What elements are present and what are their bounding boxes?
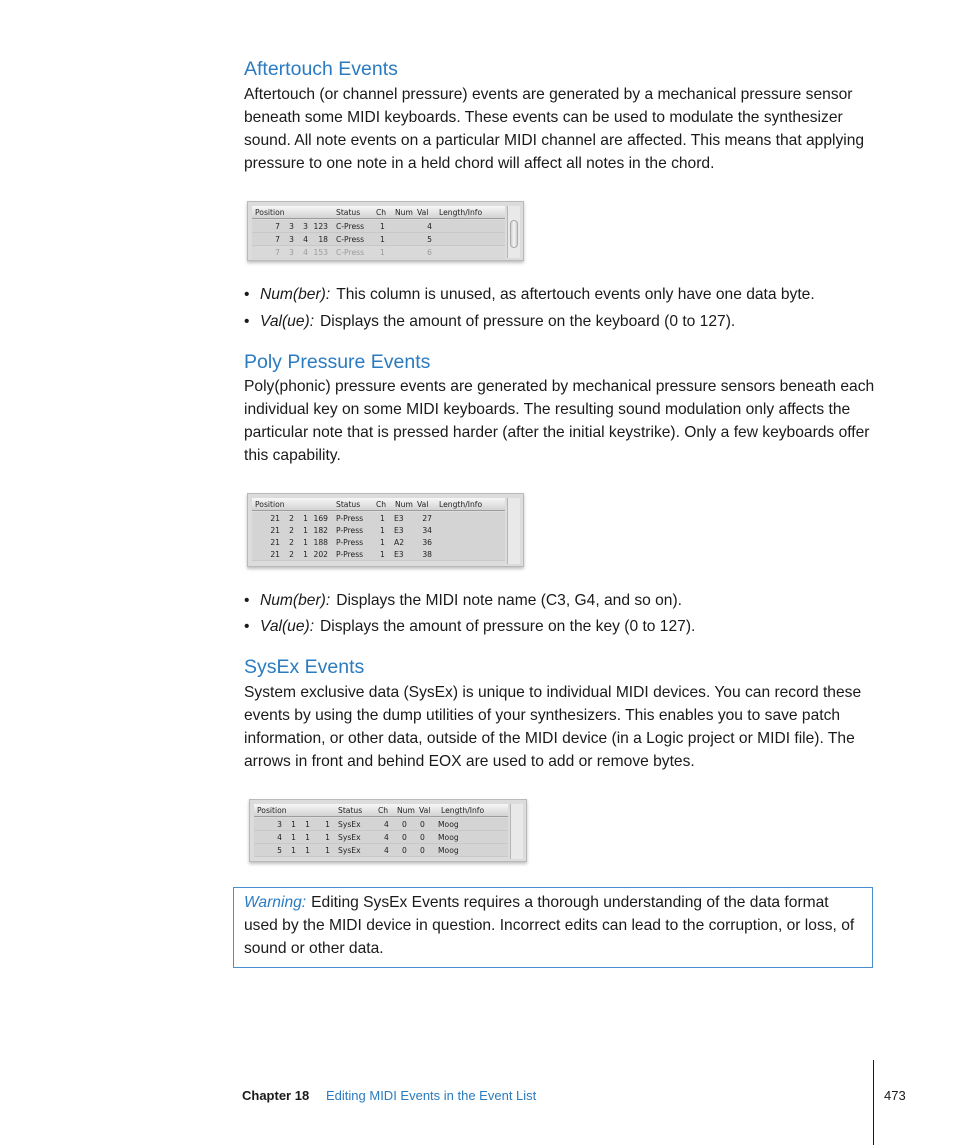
table-row: [252, 548, 505, 561]
bullet-term: Num(ber):: [260, 592, 331, 609]
number-cell: E3: [394, 550, 404, 559]
position-division: 4: [303, 235, 308, 244]
bullet-text: Displays the MIDI note name (C3, G4, and so on).: [336, 592, 683, 609]
column-header-position: Position: [257, 806, 287, 815]
heading-sysex-events: SysEx Events: [244, 656, 365, 678]
paragraph-poly-pressure: Poly(phonic) pressure events are generated by mechanical pressure sensors beneath each individual key on some MIDI keyboards. The resulting sound modulation only affects the particular note that is pressed harder (after the initial keystrike). Only a few keyboards offer this capability.: [244, 378, 875, 464]
channel-cell: 4: [384, 846, 389, 855]
value-cell: 38: [422, 550, 432, 559]
status-cell: SysEx: [338, 846, 361, 855]
position-beat: 1: [291, 833, 296, 842]
info-cell: Moog: [438, 820, 459, 829]
scrollbar-thumb: [510, 220, 518, 248]
event-list-screenshot-poly-pressure: [247, 493, 524, 567]
bullet-item: [244, 283, 815, 306]
status-cell: C-Press: [336, 235, 365, 244]
column-header-ch: Ch: [376, 500, 387, 509]
position-bar: 21: [270, 526, 280, 535]
warning-label: Warning:: [244, 894, 307, 911]
number-cell: A2: [394, 538, 405, 547]
number-cell: 0: [402, 820, 407, 829]
bullet-text: Displays the amount of pressure on the key (0 to 127).: [320, 618, 696, 635]
status-cell: SysEx: [338, 833, 361, 842]
position-bar: 21: [270, 538, 280, 547]
status-cell: P-Press: [336, 550, 364, 559]
position-tick: 153: [313, 248, 328, 257]
position-bar: 21: [270, 514, 280, 523]
column-header-position: Position: [255, 208, 285, 217]
value-cell: 0: [420, 833, 425, 842]
vertical-scrollbar: [510, 804, 523, 859]
table-header: [252, 206, 505, 219]
value-cell: 0: [420, 846, 425, 855]
table-row: [252, 220, 505, 233]
bullet-text: Displays the amount of pressure on the keyboard (0 to 127).: [320, 313, 736, 330]
position-tick: 1: [325, 846, 330, 855]
column-header-status: Status: [336, 208, 361, 217]
column-header-length-info: Length/Info: [439, 500, 483, 509]
number-cell: E3: [394, 526, 404, 535]
footer-chapter: Chapter 18: [242, 1088, 310, 1103]
paragraph-aftertouch: Aftertouch (or channel pressure) events are generated by a mechanical pressure sensor beneath some MIDI keyboards. These events can be used to modulate the synthesizer sound. All note events on a particular MIDI channel are affected. This means that applying pressure to one note in a held chord will affect all notes in the chord.: [244, 86, 865, 172]
column-header-val: Val: [417, 500, 429, 509]
position-division: 1: [305, 820, 310, 829]
channel-cell: 1: [380, 514, 385, 523]
position-bar: 3: [277, 820, 282, 829]
column-header-ch: Ch: [376, 208, 387, 217]
vertical-scrollbar: [507, 498, 520, 564]
table-row: [254, 831, 508, 844]
status-cell: C-Press: [336, 222, 365, 231]
position-division: 1: [303, 538, 308, 547]
position-beat: 3: [289, 235, 294, 244]
channel-cell: 1: [380, 222, 385, 231]
position-division: 1: [305, 833, 310, 842]
position-beat: 2: [289, 514, 294, 523]
channel-cell: 1: [380, 235, 385, 244]
position-tick: 188: [313, 538, 328, 547]
heading-aftertouch-events: Aftertouch Events: [244, 58, 398, 80]
paragraph-sysex: System exclusive data (SysEx) is unique to individual MIDI devices. You can record these events by using the dump utilities of your synthesizers. This enables you to save patch information, or other data, outside of the MIDI device (in a Logic project or MIDI file). The arrows in front and behind EOX are used to add or remove bytes.: [244, 684, 862, 770]
footer-divider: [873, 1060, 874, 1145]
position-bar: 7: [275, 235, 280, 244]
position-division: 4: [303, 248, 308, 257]
number-cell: E3: [394, 514, 404, 523]
event-list-screenshot-aftertouch: [247, 201, 524, 261]
position-bar: 21: [270, 550, 280, 559]
table-row: [254, 818, 508, 831]
bullet-term: Val(ue):: [260, 313, 315, 330]
position-beat: 2: [289, 526, 294, 535]
position-bar: 5: [277, 846, 282, 855]
channel-cell: 1: [380, 550, 385, 559]
warning-text: Editing SysEx Events requires a thorough understanding of the data format used by the MIDI device in question. Incorrect edits can lead to the corruption, or loss, of sound or other data.: [244, 894, 855, 957]
value-cell: 34: [422, 526, 432, 535]
footer-chapter-title: Editing MIDI Events in the Event List: [326, 1088, 537, 1103]
warning-paragraph: [244, 891, 864, 960]
value-cell: 27: [422, 514, 432, 523]
heading-poly-pressure-events: Poly Pressure Events: [244, 351, 431, 373]
table-header: [252, 498, 505, 511]
position-beat: 1: [291, 846, 296, 855]
bullet-icon: •: [244, 286, 250, 303]
position-beat: 2: [289, 550, 294, 559]
position-division: 1: [303, 526, 308, 535]
position-tick: 182: [313, 526, 328, 535]
status-cell: P-Press: [336, 514, 364, 523]
position-bar: 7: [275, 248, 280, 257]
position-division: 1: [303, 514, 308, 523]
value-cell: 36: [422, 538, 432, 547]
position-tick: 169: [313, 514, 328, 523]
number-cell: 0: [402, 846, 407, 855]
warning-box: [233, 887, 873, 968]
position-bar: 4: [277, 833, 282, 842]
column-header-length-info: Length/Info: [439, 208, 483, 217]
column-header-position: Position: [255, 500, 285, 509]
column-header-num: Num: [397, 806, 415, 815]
channel-cell: 1: [380, 248, 385, 257]
bullet-item: [244, 589, 682, 612]
position-beat: 3: [289, 248, 294, 257]
bullet-term: Num(ber):: [260, 286, 331, 303]
column-header-num: Num: [395, 208, 413, 217]
value-cell: 6: [427, 248, 432, 257]
position-tick: 1: [325, 833, 330, 842]
table-row: [252, 233, 505, 246]
table-header: [254, 804, 508, 817]
status-cell: P-Press: [336, 538, 364, 547]
bullet-icon: •: [244, 313, 250, 330]
number-cell: 0: [402, 833, 407, 842]
table-row: [252, 246, 505, 259]
info-cell: Moog: [438, 846, 459, 855]
column-header-length-info: Length/Info: [441, 806, 485, 815]
position-tick: 123: [313, 222, 328, 231]
bullet-item: [244, 310, 735, 333]
position-bar: 7: [275, 222, 280, 231]
event-list-screenshot-sysex: [249, 799, 527, 862]
bullet-term: Val(ue):: [260, 618, 315, 635]
status-cell: C-Press: [336, 248, 365, 257]
page-number: 473: [884, 1088, 906, 1103]
vertical-scrollbar: [507, 206, 520, 258]
value-cell: 5: [427, 235, 432, 244]
position-tick: 1: [325, 820, 330, 829]
bullet-item: [244, 615, 695, 638]
table-row: [254, 844, 508, 857]
column-header-status: Status: [338, 806, 363, 815]
status-cell: P-Press: [336, 526, 364, 535]
position-beat: 1: [291, 820, 296, 829]
position-tick: 18: [318, 235, 328, 244]
column-header-val: Val: [419, 806, 431, 815]
position-division: 3: [303, 222, 308, 231]
position-beat: 2: [289, 538, 294, 547]
value-cell: 0: [420, 820, 425, 829]
info-cell: Moog: [438, 833, 459, 842]
column-header-ch: Ch: [378, 806, 389, 815]
channel-cell: 1: [380, 526, 385, 535]
position-tick: 202: [313, 550, 328, 559]
column-header-status: Status: [336, 500, 361, 509]
channel-cell: 1: [380, 538, 385, 547]
value-cell: 4: [427, 222, 432, 231]
column-header-num: Num: [395, 500, 413, 509]
position-division: 1: [303, 550, 308, 559]
position-beat: 3: [289, 222, 294, 231]
bullet-text: This column is unused, as aftertouch events only have one data byte.: [336, 286, 815, 303]
channel-cell: 4: [384, 820, 389, 829]
channel-cell: 4: [384, 833, 389, 842]
position-division: 1: [305, 846, 310, 855]
bullet-icon: •: [244, 592, 250, 609]
column-header-val: Val: [417, 208, 429, 217]
bullet-icon: •: [244, 618, 250, 635]
status-cell: SysEx: [338, 820, 361, 829]
